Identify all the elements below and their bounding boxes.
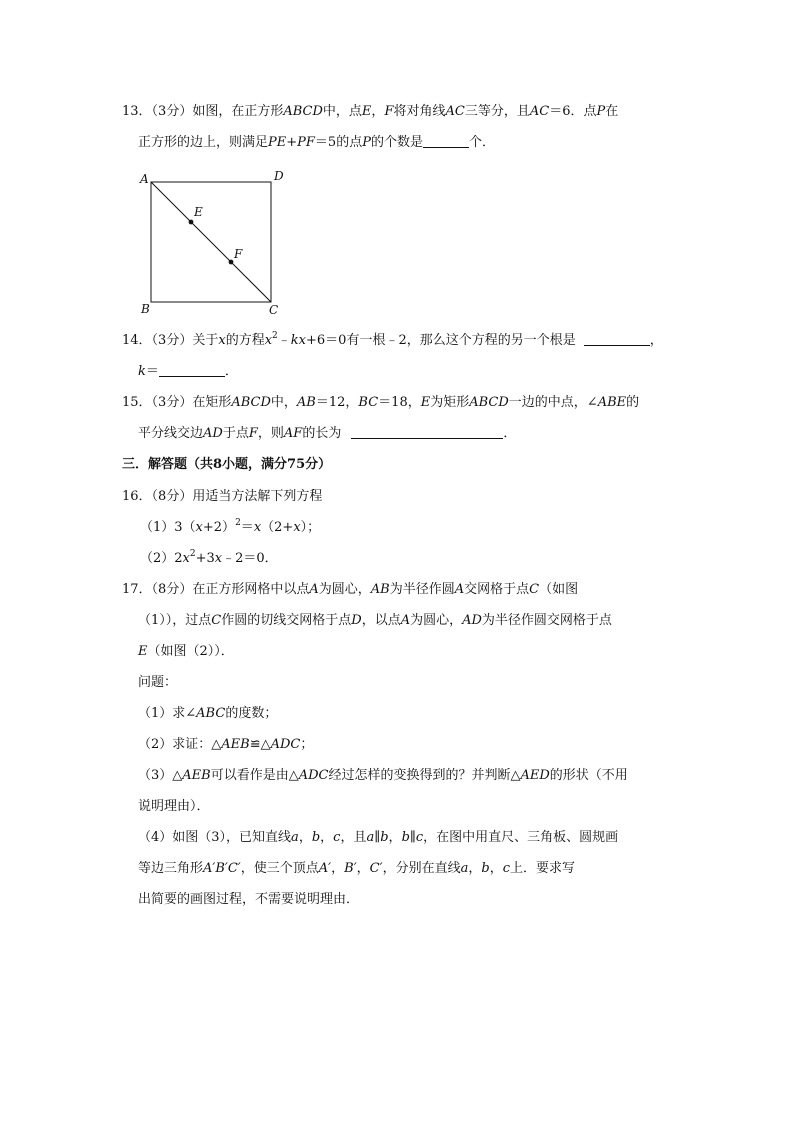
math-var: C′ — [369, 861, 383, 876]
math-var: AC — [445, 104, 465, 119]
text: （2）2 — [140, 551, 183, 566]
text: ＝18， — [378, 395, 421, 410]
text: ， — [371, 104, 385, 119]
q17-sub-4-line-2 — [138, 860, 575, 878]
math-var: E — [361, 104, 372, 119]
text: 的形状（不用 — [549, 768, 628, 783]
math-var: AF — [283, 426, 303, 441]
label-f: F — [234, 247, 243, 261]
math-var: c — [333, 830, 341, 845]
text: ， — [388, 830, 402, 845]
math-var: F — [384, 104, 394, 119]
text: 经过怎样的变换得到的？并判断△ — [328, 768, 521, 783]
text: ＝6．点 — [549, 104, 597, 119]
text: ，分别在直线 — [382, 861, 461, 876]
text: 的 — [626, 395, 640, 410]
text: （1）），过点 — [138, 613, 212, 628]
math-var: ABE — [597, 395, 627, 410]
text: （2）求证：△ — [138, 737, 222, 752]
math-var: x — [253, 520, 262, 535]
square-figure — [136, 166, 296, 320]
math-var: b∥c — [401, 830, 424, 845]
q17-sub-1 — [138, 705, 277, 723]
q17-sub-3 — [138, 767, 628, 785]
text: +2） — [202, 520, 236, 535]
question-number: 14． — [122, 333, 152, 348]
text: 正方形的边上，则满足 — [138, 135, 269, 150]
math-var: PE+PF — [268, 135, 315, 150]
q17-line-2 — [138, 612, 612, 630]
math-var: BC — [358, 395, 379, 410]
score: （3分） — [151, 395, 193, 410]
text: 交网格于点 — [464, 582, 530, 597]
text: 在 — [605, 104, 619, 119]
text: 在正方形网格中以点 — [192, 582, 310, 597]
math-var: a — [291, 830, 299, 845]
math-var: E — [420, 395, 431, 410]
q16-line-1 — [122, 488, 322, 506]
q14-line-1 — [122, 332, 663, 350]
math-var: kx — [290, 333, 307, 348]
math-var: ABCD — [231, 395, 271, 410]
q17-line-1 — [122, 581, 578, 599]
text: 于点 — [222, 426, 249, 441]
math-var: A′B′C′ — [203, 861, 241, 876]
text: 将对角线 — [393, 104, 446, 119]
text: 的长为 — [302, 426, 342, 441]
math-var: a — [460, 861, 469, 876]
text: 的度数； — [225, 706, 278, 721]
math-var: AD — [462, 613, 482, 628]
question-number: 16． — [122, 489, 152, 504]
text: ； — [300, 737, 314, 752]
q17-sub-3-cont: 说明理由）． — [138, 799, 210, 814]
math-var: c — [502, 861, 510, 876]
score: （3分） — [151, 104, 193, 119]
math-var: ADC — [298, 768, 329, 783]
question-number: 13． — [122, 104, 152, 119]
math-var: x — [293, 520, 301, 535]
label-b: B — [141, 302, 150, 316]
text: ≌△ — [249, 737, 271, 752]
math-var: x — [214, 551, 223, 566]
point-e — [189, 220, 194, 225]
text: （2+ — [261, 520, 294, 535]
label-a: A — [140, 172, 149, 186]
q15-line-1 — [122, 394, 639, 412]
text: ，且 — [340, 830, 367, 845]
text: ． — [503, 426, 517, 441]
math-var: x — [264, 333, 273, 348]
text: ， — [356, 861, 370, 876]
math-var: E — [138, 644, 148, 659]
q13-line-2 — [138, 134, 495, 152]
text: ＝ — [240, 520, 254, 535]
q15-line-2 — [138, 425, 516, 443]
text: ，使三个顶点 — [240, 861, 319, 876]
math-var: A — [454, 582, 465, 597]
q16-part-1 — [140, 519, 320, 537]
text: ＝12， — [315, 395, 359, 410]
q17-sub-4-line-3: 出简要的画图过程，不需要说明理由． — [138, 892, 360, 907]
text: ． — [224, 364, 238, 379]
text: 中，点 — [322, 104, 362, 119]
text: 在矩形 — [192, 395, 232, 410]
question-number: 17． — [122, 582, 152, 597]
q13-line-1 — [122, 103, 618, 121]
text: +3 — [195, 551, 215, 566]
math-var: b — [311, 830, 321, 845]
text: ， — [468, 861, 482, 876]
math-var: B′ — [344, 861, 357, 876]
text: （如图 — [539, 582, 579, 597]
text: 为半径作圆 — [389, 582, 455, 597]
text: 三等分，且 — [464, 104, 530, 119]
exponent: 2 — [272, 331, 278, 341]
exponent: 2 — [235, 518, 241, 528]
text: +6＝0有一根﹣2，那么这个方程的另一个根是 — [306, 333, 576, 348]
answer-blank — [351, 426, 503, 439]
text: ﹣ — [277, 333, 291, 348]
math-var: P — [596, 104, 606, 119]
q17-sub-2 — [138, 736, 313, 754]
text: （4）如图（3），已知直线 — [138, 830, 292, 845]
text: 一边的中点，∠ — [508, 395, 598, 410]
text: 用适当方法解下列方程 — [192, 489, 323, 504]
answer-blank — [423, 135, 469, 148]
text: ＝5的点 — [314, 135, 363, 150]
text: 个． — [468, 135, 495, 150]
text: ＝ — [145, 364, 159, 379]
text: ， — [489, 861, 503, 876]
text: （1）3（ — [140, 520, 196, 535]
text: 为矩形 — [430, 395, 470, 410]
text: ﹣2＝0． — [222, 551, 278, 566]
point-f — [229, 260, 234, 265]
text: 上．要求写 — [510, 861, 576, 876]
question-number: 15． — [122, 395, 152, 410]
math-var: F — [248, 426, 258, 441]
q17-line-3 — [138, 643, 234, 661]
label-c: C — [269, 303, 279, 317]
section-title: 三．解答题（共8小题，满分75分） — [122, 457, 332, 472]
score: （8分） — [151, 489, 193, 504]
math-var: A′ — [318, 861, 332, 876]
q16-part-2 — [140, 550, 278, 568]
math-var: C — [529, 582, 540, 597]
math-var: x — [218, 333, 226, 348]
math-var: a∥b — [366, 830, 389, 845]
q14-line-2 — [138, 363, 238, 381]
text: ，以点 — [361, 613, 401, 628]
label-d: D — [274, 169, 284, 183]
math-var: ABCD — [283, 104, 323, 119]
math-var: AED — [520, 768, 550, 783]
text: 作圆的切线交网格于点 — [221, 613, 352, 628]
math-var: x — [182, 551, 190, 566]
text: ， — [331, 861, 345, 876]
text: 等边三角形 — [138, 861, 204, 876]
answer-blank — [159, 364, 225, 377]
score: （8分） — [151, 582, 193, 597]
text: （如图（2））． — [147, 644, 234, 659]
math-var: P — [362, 135, 371, 150]
text: 的个数是 — [370, 135, 423, 150]
math-var: ABCD — [469, 395, 509, 410]
math-var: ABC — [196, 706, 226, 721]
math-var: AEB — [221, 737, 250, 752]
q17-problem-label: 问题： — [138, 675, 178, 690]
text: 可以看作是由△ — [210, 768, 299, 783]
text: 为半径作圆交网格于点 — [481, 613, 612, 628]
text: ， — [320, 830, 334, 845]
exponent: 2 — [189, 549, 196, 559]
text: 为圆心， — [410, 613, 463, 628]
math-var: b — [481, 861, 490, 876]
answer-blank — [584, 333, 650, 346]
math-var: ADC — [270, 737, 301, 752]
math-var: AB — [370, 582, 390, 597]
math-var: A — [309, 582, 319, 597]
text: ）； — [300, 520, 321, 535]
math-var: AD — [203, 426, 223, 441]
math-var: x — [195, 520, 203, 535]
diagonal-ac — [151, 182, 271, 302]
text: ， — [298, 830, 312, 845]
math-var: A — [400, 613, 411, 628]
math-var: C — [211, 613, 222, 628]
math-var: D — [351, 613, 362, 628]
math-var: k — [138, 364, 146, 379]
text: 中， — [270, 395, 297, 410]
math-var: AEB — [182, 768, 211, 783]
text: 平分线交边 — [138, 426, 204, 441]
text: 的方程 — [225, 333, 265, 348]
text: ， — [649, 333, 663, 348]
text: 为圆心， — [318, 582, 371, 597]
math-var: AB — [296, 395, 316, 410]
text: （1）求∠ — [138, 706, 197, 721]
text: ，在图中用直尺、三角板、圆规画 — [423, 830, 619, 845]
text: 如图，在正方形 — [192, 104, 284, 119]
score: （3分） — [151, 333, 193, 348]
text: ，则 — [257, 426, 284, 441]
q17-sub-4 — [138, 829, 618, 847]
label-e: E — [194, 205, 203, 219]
text: （3）△ — [138, 768, 183, 783]
text: 关于 — [192, 333, 219, 348]
math-var: AC — [529, 104, 550, 119]
